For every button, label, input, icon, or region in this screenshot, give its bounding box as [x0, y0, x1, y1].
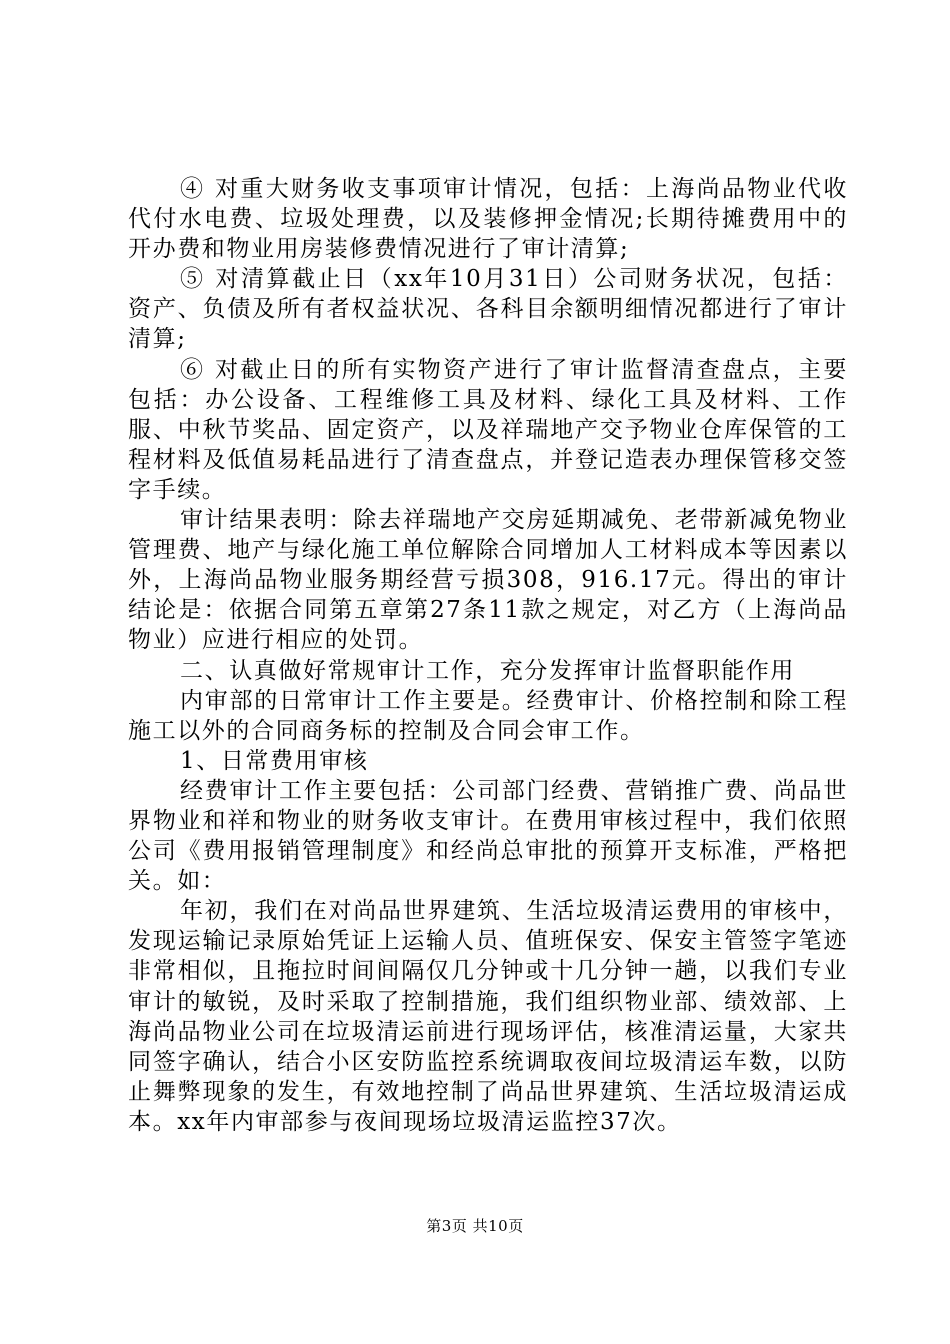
subsection-heading-1: 1、日常费用审核	[180, 747, 369, 774]
paragraph-item-4: ④ 对重大财务收支事项审计情况，包括：上海尚品物业代收代付水电费、垃圾处理费，以及装修押金情况;长期待摊费用中的开办费和物业用房装修费情况进行了审计清算;	[128, 176, 848, 263]
paragraph-routine-audit: 内审部的日常审计工作主要是。经费审计、价格控制和除工程施工以外的合同商务标的控制及合同会审工作。	[128, 687, 848, 744]
paragraph-item-6: ⑥ 对截止日的所有实物资产进行了审计监督清查盘点，主要包括：办公设备、工程维修工具及材料、绿化工具及材料、工作服、中秋节奖品、固定资产，以及祥瑞地产交予物业仓库保管的工程材料及低值易耗品进行了清查盘点，并登记造表办理保管移交签字手续。	[128, 356, 848, 503]
paragraph-audit-result: 审计结果表明：除去祥瑞地产交房延期减免、老带新减免物业管理费、地产与绿化施工单位解除合同增加人工材料成本等因素以外，上海尚品物业服务期经营亏损308，916.17元。得出的审计结论是：依据合同第五章第27条11款之规定，对乙方（上海尚品物业）应进行相应的处罚。	[128, 507, 848, 654]
page-footer	[0, 1216, 950, 1236]
page-number-label: 第3页 共10页	[426, 1217, 524, 1235]
paragraph-item-5: ⑤ 对清算截止日（xx年10月31日）公司财务状况，包括：资产、负债及所有者权益状况、各科目余额明细情况都进行了审计清算;	[128, 266, 848, 353]
section-heading-2: 二、认真做好常规审计工作，充分发挥审计监督职能作用	[180, 657, 795, 684]
paragraph-expense-audit: 经费审计工作主要包括：公司部门经费、营销推广费、尚品世界物业和祥和物业的财务收支审计。在费用审核过程中，我们依照公司《费用报销管理制度》和经尚总审批的预算开支标准，严格把关。如：	[128, 777, 848, 895]
paragraph-garbage-audit: 年初，我们在对尚品世界建筑、生活垃圾清运费用的审核中，发现运输记录原始凭证上运输人员、值班保安、保安主管签字笔迹非常相似，且拖拉时间间隔仅几分钟或十几分钟一趟，以我们专业审计的敏锐，及时采取了控制措施，我们组织物业部、绩效部、上海尚品物业公司在垃圾清运前进行现场评估，核准清运量，大家共同签字确认，结合小区安防监控系统调取夜间垃圾清运车数，以防止舞弊现象的发生，有效地控制了尚品世界建筑、生活垃圾清运成本。xx年内审部参与夜间现场垃圾清运监控37次。	[128, 898, 848, 1135]
document-body	[128, 174, 848, 1137]
